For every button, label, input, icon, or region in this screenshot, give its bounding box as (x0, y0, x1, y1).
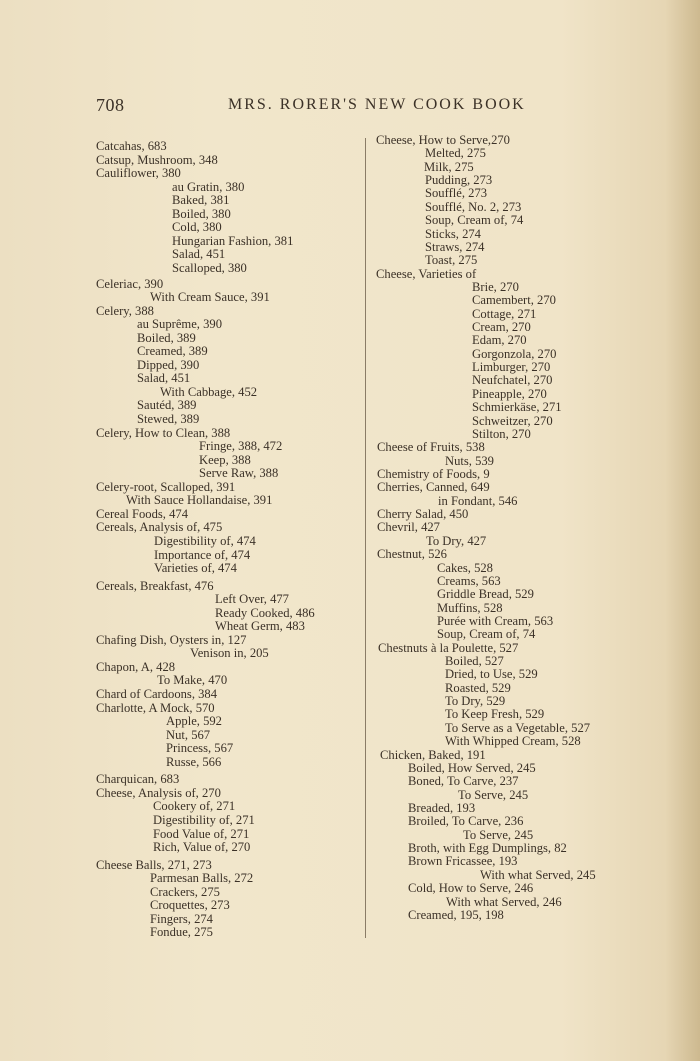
index-entry: Soufflé, No. 2, 273 (425, 199, 522, 214)
index-entry: Cherry Salad, 450 (377, 507, 469, 522)
index-entry: Roasted, 529 (445, 680, 511, 695)
index-entry: With what Served, 245 (480, 867, 596, 882)
index-entry: Boiled, 389 (137, 330, 196, 345)
index-entry: Boiled, 380 (172, 206, 231, 221)
index-entry: Pudding, 273 (425, 173, 493, 188)
index-entry: Creamed, 389 (137, 344, 208, 359)
index-entry: Stilton, 270 (472, 426, 531, 441)
index-entry: Serve Raw, 388 (199, 466, 279, 481)
index-entry: Catcahas, 683 (96, 139, 167, 153)
index-entry: Importance of, 474 (154, 547, 251, 562)
index-entry: Cheese, Varieties of (376, 266, 477, 281)
index-entry: Scalloped, 380 (172, 260, 247, 275)
index-entry: Digestibility of, 474 (154, 533, 256, 548)
index-entry: Celery, How to Clean, 388 (96, 425, 231, 440)
index-entry: Cherries, Canned, 649 (377, 480, 490, 495)
index-entry: Boned, To Carve, 237 (408, 774, 519, 789)
index-entry: Gorgonzola, 270 (472, 346, 557, 361)
index-entry: Limburger, 270 (472, 360, 551, 375)
index-entry: Cakes, 528 (437, 560, 493, 575)
index-entry: Fringe, 388, 472 (199, 439, 283, 454)
index-entry: Chard of Cardoons, 384 (96, 687, 218, 701)
index-entry: Creams, 563 (437, 573, 501, 588)
index-entry: Celery, 388 (96, 303, 154, 318)
index-entry: To Serve, 245 (463, 827, 534, 842)
index-entry: Charlotte, A Mock, 570 (96, 700, 215, 715)
index-entry: To Serve, 245 (458, 787, 529, 802)
index-entry: Ready Cooked, 486 (215, 605, 315, 620)
column-divider (365, 138, 366, 938)
index-entry: Cereals, Breakfast, 476 (96, 578, 214, 593)
index-entry: au Suprême, 390 (137, 317, 222, 332)
index-entry: Chicken, Baked, 191 (380, 747, 486, 762)
index-entry: Melted, 275 (425, 146, 486, 161)
index-entry: Russe, 566 (166, 754, 222, 769)
index-entry: Brie, 270 (472, 279, 519, 294)
index-entry: Salad, 451 (137, 371, 191, 386)
index-entry: au Gratin, 380 (172, 179, 245, 194)
index-entry: Straws, 274 (425, 239, 485, 254)
index-entry: Chevril, 427 (377, 520, 440, 535)
index-entry: Cheese Balls, 271, 273 (96, 857, 212, 872)
index-entry: Breaded, 193 (408, 801, 476, 815)
index-entry: Cheese, How to Serve,270 (376, 133, 510, 147)
index-entry: Broth, with Egg Dumplings, 82 (408, 841, 567, 856)
index-entry: Schweitzer, 270 (472, 413, 553, 428)
index-entry: Keep, 388 (199, 452, 251, 467)
index-entry: Edam, 270 (472, 333, 527, 348)
index-entry: Brown Fricassee, 193 (408, 854, 518, 869)
index-entry: Stewed, 389 (137, 412, 200, 426)
index-entry: Schmierkäse, 271 (472, 400, 562, 415)
index-entry: Food Value of, 271 (153, 826, 250, 841)
index-entry: Griddle Bread, 529 (437, 587, 534, 602)
index-entry: Boiled, How Served, 245 (408, 760, 536, 775)
index-entry: Dried, to Use, 529 (445, 667, 538, 682)
index-entry: Apple, 592 (166, 714, 222, 729)
index-entry: To Dry, 427 (426, 533, 487, 548)
index-entry: Digestibility of, 271 (153, 812, 255, 827)
index-entry: Cheese of Fruits, 538 (377, 440, 485, 455)
index-entry: Cream, 270 (472, 320, 531, 335)
running-title: MRS. RORER'S NEW COOK BOOK (228, 96, 526, 113)
index-entry: Cauliflower, 380 (96, 166, 181, 181)
index-entry: Cottage, 271 (472, 306, 537, 321)
index-entry: Left Over, 477 (215, 592, 289, 607)
index-entry: Soufflé, 273 (425, 186, 488, 201)
index-entry: With Whipped Cream, 528 (445, 734, 581, 749)
page-number: 708 (96, 95, 125, 115)
index-entry: With Sauce Hollandaise, 391 (126, 493, 273, 508)
index-entry: Wheat Germ, 483 (215, 619, 305, 634)
index-entry: Chafing Dish, Oysters in, 127 (96, 632, 247, 647)
index-entry: Broiled, To Carve, 236 (408, 814, 524, 829)
index-entry: Rich, Value of, 270 (153, 840, 251, 855)
index-entry: Crackers, 275 (150, 884, 220, 899)
index-entry: Parmesan Balls, 272 (150, 871, 254, 886)
index-entry: Catsup, Mushroom, 348 (96, 152, 218, 167)
index-entry: Cookery of, 271 (153, 799, 236, 814)
index-entry: Creamed, 195, 198 (408, 907, 504, 922)
index-entry: To Keep Fresh, 529 (445, 707, 545, 722)
index-entry: Cereals, Analysis of, 475 (96, 520, 223, 535)
index-entry: Sautéd, 389 (137, 398, 197, 413)
index-entry: Charquican, 683 (96, 772, 180, 787)
index-entry: To Serve as a Vegetable, 527 (445, 720, 591, 735)
index-entry: Dipped, 390 (137, 357, 200, 372)
index-entry: Chapon, A, 428 (96, 659, 176, 674)
index-entry: Soup, Cream of, 74 (437, 627, 536, 642)
index-entry: Pineapple, 270 (472, 386, 547, 401)
index-entry: Nuts, 539 (445, 453, 494, 468)
index-entry: Cheese, Analysis of, 270 (96, 785, 221, 800)
index-entry: Fingers, 274 (150, 911, 213, 926)
index-entry: Cold, 380 (172, 220, 222, 235)
index-entry: Princess, 567 (166, 741, 234, 756)
index-entry: Varieties of, 474 (154, 561, 237, 576)
index-entry: Cereal Foods, 474 (96, 506, 188, 521)
index-entry: Neufchatel, 270 (472, 373, 553, 388)
index-entry: Nut, 567 (166, 727, 211, 742)
index-entry: Milk, 275 (424, 159, 474, 174)
index-entry: Sticks, 274 (425, 226, 481, 241)
index-entry: Soup, Cream of, 74 (425, 213, 524, 228)
index-entry: Boiled, 527 (445, 654, 504, 669)
index-entry: To Dry, 529 (445, 694, 506, 709)
index-entry: Hungarian Fashion, 381 (172, 233, 294, 248)
index-entry: Celery-root, Scalloped, 391 (96, 479, 236, 494)
index-entry: Purée with Cream, 563 (437, 613, 554, 628)
index-entry: Toast, 275 (425, 253, 478, 268)
index-entry: Chestnut, 526 (377, 547, 447, 562)
index-entry: With Cabbage, 452 (160, 384, 258, 399)
index-entry: With Cream Sauce, 391 (150, 290, 270, 305)
index-entry: Muffins, 528 (437, 600, 503, 615)
index-entry: Venison in, 205 (190, 646, 269, 661)
index-entry: Camembert, 270 (472, 293, 556, 308)
index-entry: Celeriac, 390 (96, 276, 164, 291)
index-entry: To Make, 470 (157, 673, 228, 688)
index-entry: With what Served, 246 (446, 894, 562, 909)
index-entry: Croquettes, 273 (150, 898, 230, 913)
index-entry: Salad, 451 (172, 247, 226, 262)
index-entry: Cold, How to Serve, 246 (408, 881, 534, 896)
index-entry: Fondue, 275 (150, 925, 213, 940)
index-entry: Baked, 381 (172, 193, 230, 208)
index-entry: Chemistry of Foods, 9 (377, 467, 490, 481)
index-entry: Chestnuts à la Poulette, 527 (378, 640, 519, 655)
index-entry: in Fondant, 546 (438, 493, 518, 508)
